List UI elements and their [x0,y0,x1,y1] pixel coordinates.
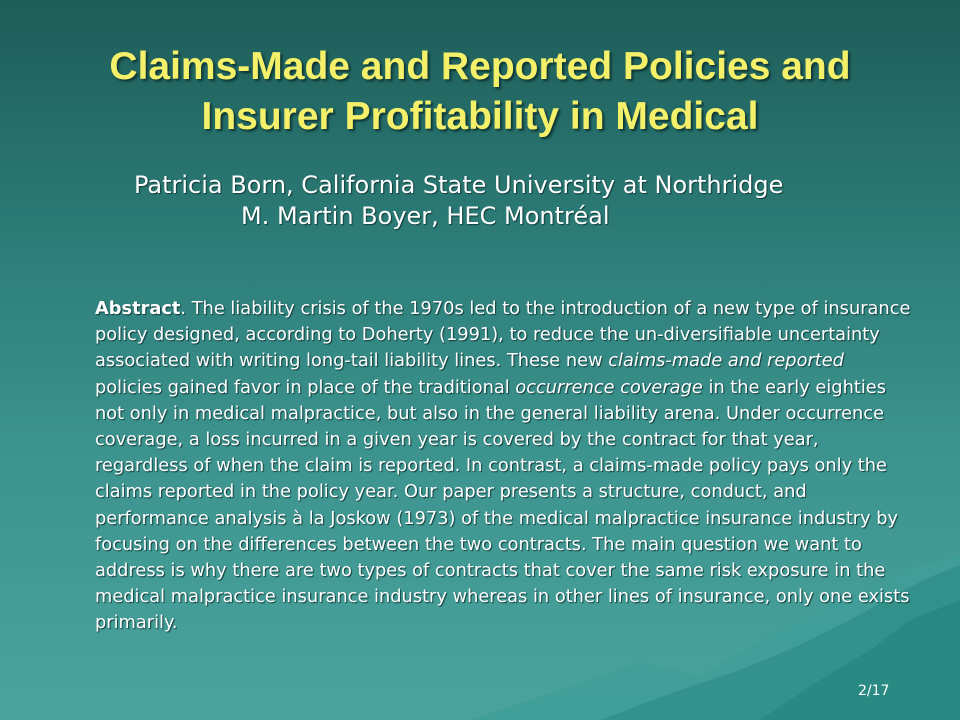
page-number: 2/17 [858,683,890,699]
abstract-term-claims-made: claims-made and reported [608,350,844,372]
author-line-2: M. Martin Boyer, HEC Montréal [241,202,610,230]
author-line-1: Patricia Born, California State University at Northridge [134,171,784,199]
abstract-text-2: policies gained favor in place of the traditional [95,376,516,398]
abstract-paragraph [95,296,915,637]
abstract-term-occurrence: occurrence coverage [515,376,703,398]
abstract-text-3: in the early eighties not only in medical malpractice, but also in the general liability arena. Under occurrence coverage, a loss incurred in a given year is covered by the contract for that year, regardless of when the claim is reported. In contrast, a claims-made policy pays only the claims reported in the policy year. Our paper presents a structure, conduct, and performance analysis à la Joskow (1973) of the medical malpractice insurance industry by focusing on the differences between the two contracts. The main question we want to address is why there are two types of contracts that cover the same risk exposure in the medical malpractice insurance industry whereas in other lines of insurance, only one exists primarily. [95,376,910,634]
slide-title [40,42,920,142]
abstract-text-1: . The liability crisis of the 1970s led to the introduction of a new type of insurance policy designed, according to Doherty (1991), to reduce the un-diversifiable uncertainty associated with writing long-tail liability lines. These new [95,298,911,372]
slide-title-line-1: Claims-Made and Reported Policies and [109,45,851,88]
slide-title-line-2: Insurer Profitability in Medical [201,95,759,138]
abstract-label: Abstract [95,298,181,319]
